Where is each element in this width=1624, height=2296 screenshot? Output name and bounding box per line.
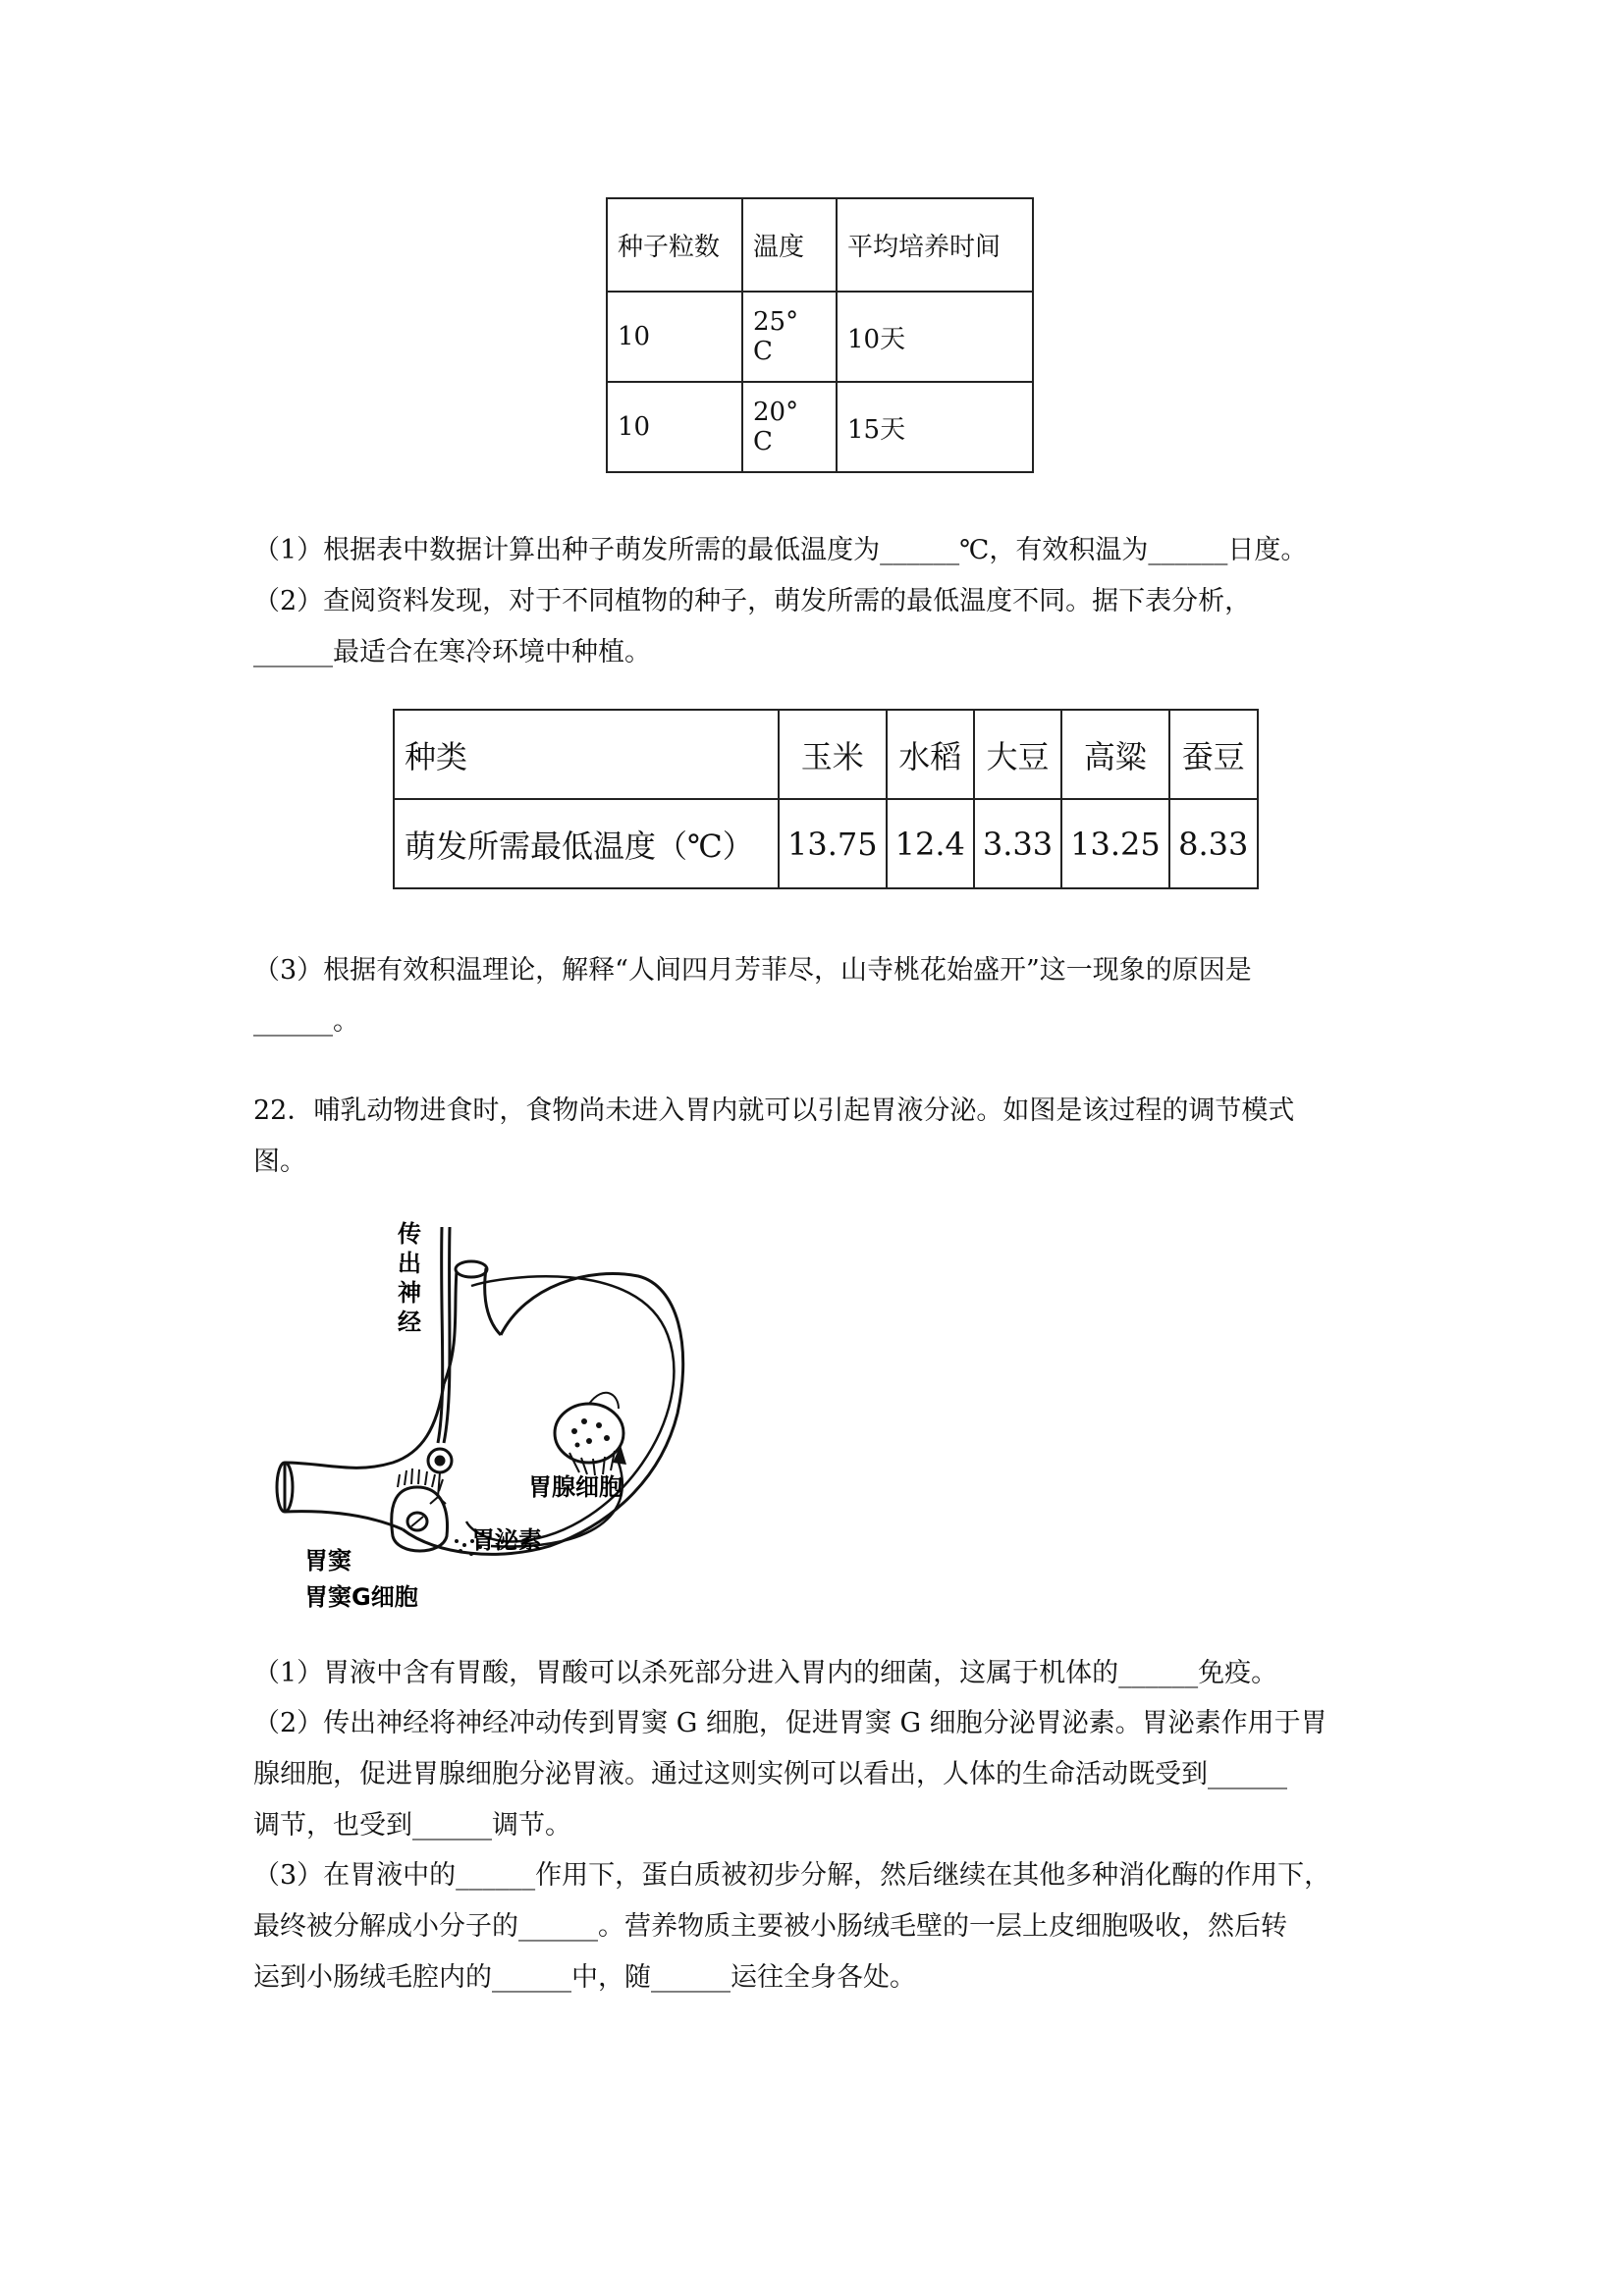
- table-header-cell: 水稻: [887, 710, 974, 799]
- question-2-line-1: （2）查阅资料发现，对于不同植物的种子，萌发所需的最低温度不同。据下表分析，: [253, 586, 1252, 616]
- table-cell: 25° C: [742, 292, 837, 382]
- table-header-cell: 种类: [394, 710, 779, 799]
- nerve-label-char: 出: [398, 1250, 421, 1277]
- table-cell: 13.25: [1061, 799, 1169, 888]
- gland-granule: [581, 1418, 587, 1424]
- neuron-nucleus: [436, 1457, 444, 1465]
- antrum-label: 胃窦: [304, 1547, 352, 1575]
- esophagus-right-wall: [485, 1268, 501, 1335]
- gland-granule: [596, 1422, 602, 1428]
- table-cell: 10: [607, 382, 742, 472]
- table-cell: 10: [607, 292, 742, 382]
- sub-question-3-line-3: 运到小肠绒毛腔内的______中，随______运往全身各处。: [253, 1962, 916, 1993]
- esophagus-opening: [456, 1261, 487, 1277]
- table-cell: 20° C: [742, 382, 837, 472]
- neuron-axon-terminal: [430, 1472, 446, 1504]
- table-cell: 12.4: [887, 799, 974, 888]
- gland-granule: [571, 1428, 577, 1434]
- table-row: [607, 292, 1033, 382]
- table-header-cell: 玉米: [779, 710, 887, 799]
- stomach-lesser-curvature: [285, 1384, 444, 1468]
- sub-question-3-line-1: （3）在胃液中的______作用下，蛋白质被初步分解，然后继续在其他多种消化酶的作用下，: [253, 1860, 1331, 1891]
- table-header-cell: 蚕豆: [1169, 710, 1258, 799]
- g-cell-nucleus-mark: [411, 1517, 423, 1526]
- efferent-nerve-path-2: [444, 1227, 450, 1443]
- gland-cell-label: 胃腺细胞: [528, 1473, 623, 1501]
- table-cell: 13.75: [779, 799, 887, 888]
- question-22-line-2: 图。: [253, 1147, 306, 1177]
- gland-granule: [575, 1443, 580, 1448]
- nerve-label-char: 传: [398, 1220, 421, 1248]
- table-row: [394, 799, 1258, 888]
- gland-granule: [604, 1435, 610, 1441]
- gastrin-granule: [455, 1539, 459, 1543]
- gastrin-label: 胃泌素: [471, 1526, 542, 1554]
- table-row: [394, 710, 1258, 799]
- question-1: （1）根据表中数据计算出种子萌发所需的最低温度为______℃，有效积温为______日度。: [253, 535, 1308, 565]
- table-header-cell: 高粱: [1061, 710, 1169, 799]
- table-row: [607, 382, 1033, 472]
- table-cell: 3.33: [974, 799, 1061, 888]
- duodenum-lower-wall: [285, 1512, 403, 1529]
- crop-temperature-table: [393, 709, 1259, 889]
- nerve-label-char: 神: [398, 1279, 421, 1307]
- table-header-cell: 种子粒数: [607, 198, 742, 292]
- table-cell: 10天: [837, 292, 1033, 382]
- table-header-cell: 温度: [742, 198, 837, 292]
- sub-question-2-line-1: （2）传出神经将神经冲动传到胃窦 G 细胞，促进胃窦 G 细胞分泌胃泌素。胃泌素作用于胃: [253, 1708, 1327, 1738]
- gastrin-granule: [462, 1543, 466, 1547]
- table-cell: 15天: [837, 382, 1033, 472]
- gland-granule: [586, 1438, 592, 1444]
- stomach-regulation-diagram: [265, 1217, 697, 1629]
- question-22-line-1: 22．哺乳动物进食时，食物尚未进入胃内就可以引起胃液分泌。如图是该过程的调节模式: [253, 1095, 1295, 1126]
- table-cell: 萌发所需最低温度（℃）: [394, 799, 779, 888]
- seed-table: [606, 197, 1034, 473]
- table-cell: 8.33: [1169, 799, 1258, 888]
- table-header-cell: 大豆: [974, 710, 1061, 799]
- nerve-label-char: 经: [398, 1308, 421, 1336]
- sub-question-2-line-3: 调节，也受到______调节。: [253, 1810, 571, 1841]
- question-3-line-2: ______。: [253, 1006, 359, 1037]
- table-header-cell: 平均培养时间: [837, 198, 1033, 292]
- sub-question-1: （1）胃液中含有胃酸，胃酸可以杀死部分进入胃内的细菌，这属于机体的______免疫。: [253, 1658, 1278, 1688]
- stomach-diagram-svg: [265, 1217, 697, 1629]
- sub-question-3-line-2: 最终被分解成小分子的______。营养物质主要被小肠绒毛壁的一层上皮细胞吸收，然后转: [253, 1911, 1287, 1942]
- gastrin-granule: [459, 1549, 462, 1553]
- table-row: [607, 198, 1033, 292]
- sub-question-2-line-2: 腺细胞，促进胃腺细胞分泌胃液。通过这则实例可以看出，人体的生命活动既受到______: [253, 1759, 1287, 1789]
- g-cell-label: 胃窦G细胞: [304, 1583, 418, 1611]
- question-2-line-2: ______最适合在寒冷环境中种植。: [253, 637, 651, 667]
- question-3-line-1: （3）根据有效积温理论，解释“人间四月芳菲尽，山寺桃花始盛开”这一现象的原因是: [253, 955, 1252, 986]
